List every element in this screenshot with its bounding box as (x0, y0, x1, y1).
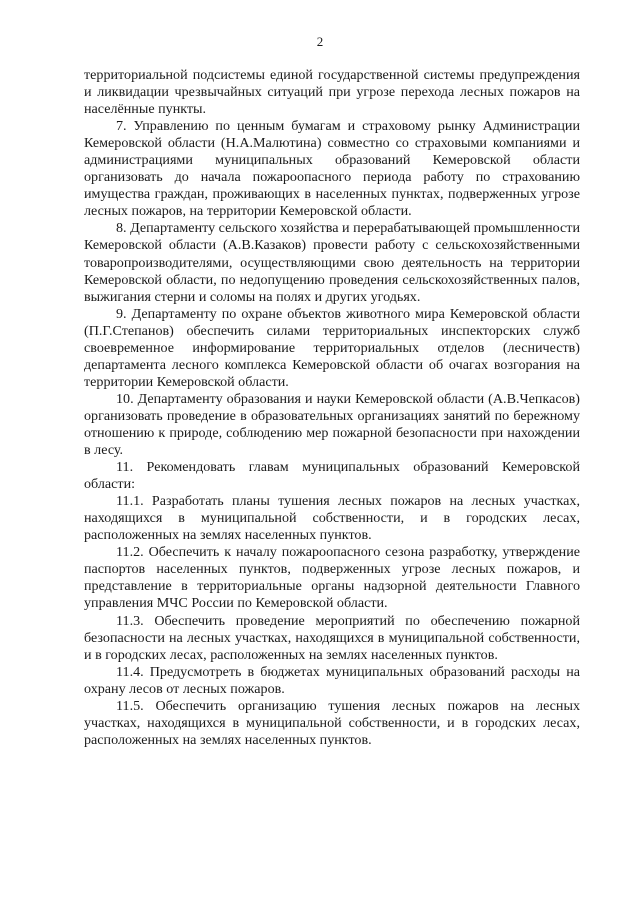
document-body (84, 67, 580, 749)
paragraph-item-8: 8. Департаменту сельского хозяйства и перерабатывающей промышленности Кемеровской области (А.В.Казаков) провести работу с сельскохозяйственными товаропроизводителями, осуществляющими свою деятельность на территории Кемеровской области, по недопущению проведения сельскохозяйственных палов, выжигания стерни и соломы на полях и других угодьях. (84, 220, 580, 305)
paragraph-item-11-5: 11.5. Обеспечить организацию тушения лесных пожаров на лесных участках, находящихся в муниципальной собственности, и в городских лесах, расположенных на землях населенных пунктов. (84, 697, 580, 748)
paragraph-continuation: территориальной подсистемы единой государственной системы предупреждения и ликвидации чрезвычайных ситуаций при угрозе перехода лесных пожаров на населённые пункты. (84, 67, 580, 118)
paragraph-item-11-2: 11.2. Обеспечить к началу пожароопасного сезона разработку, утверждение паспортов населенных пунктов, подверженных угрозе лесных пожаров, и представление в территориальные органы надзорной деятельности Главного управления МЧС России по Кемеровской области. (84, 544, 580, 612)
page-number: 2 (316, 34, 324, 49)
paragraph-item-11: 11. Рекомендовать главам муниципальных образований Кемеровской области: (84, 459, 580, 493)
paragraph-item-10: 10. Департаменту образования и науки Кемеровской области (А.В.Чепкасов) организовать проведение в образовательных организациях занятий по бережному отношению к природе, соблюдению мер пожарной безопасности при нахождении в лесу. (84, 390, 580, 459)
paragraph-item-9: 9. Департаменту по охране объектов животного мира Кемеровской области (П.Г.Степанов) обеспечить силами территориальных инспекторских служб своевременное информирование территориальных отделов (лесничеств) департамента лесного комплекса Кемеровской области об очагах возгорания на территории Кемеровской области. (84, 305, 580, 390)
paragraph-item-11-1: 11.1. Разработать планы тушения лесных пожаров на лесных участках, находящихся в муниципальной собственности, и в городских лесах, расположенных на землях населенных пунктов. (84, 493, 580, 544)
paragraph-item-11-4: 11.4. Предусмотреть в бюджетах муниципальных образований расходы на охрану лесов от лесных пожаров. (84, 663, 580, 697)
paragraph-item-11-3: 11.3. Обеспечить проведение мероприятий по обеспечению пожарной безопасности на лесных участках, находящихся в муниципальной собственности, и в городских лесах, расположенных на землях населенных пунктов. (84, 612, 580, 663)
paragraph-item-7: 7. Управлению по ценным бумагам и страховому рынку Администрации Кемеровской области (Н.А.Малютина) совместно со страховыми компаниями и администрациями муниципальных образований Кемеровской области организовать до начала пожароопасного периода работу по страхованию имущества граждан, проживающих в населенных пунктах, подверженных угрозе лесных пожаров, на территории Кемеровской области. (84, 118, 580, 220)
